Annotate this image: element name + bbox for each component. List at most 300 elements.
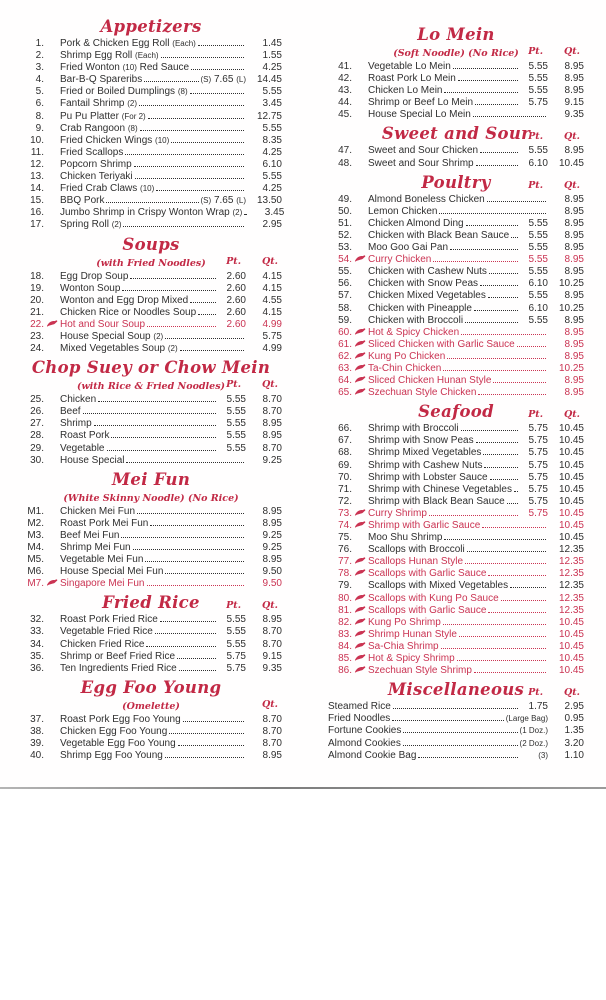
dotted-leader [484, 467, 518, 468]
item-name: Kung Po Chicken [368, 350, 446, 362]
section-subtitle: (White Skinny Noodle) (No Rice) [63, 492, 239, 504]
menu-item-row [328, 460, 584, 472]
section-subtitle-line [20, 491, 282, 504]
dotted-leader [83, 413, 216, 414]
item-name: Shrimp with Cashew Nuts [368, 459, 483, 471]
dotted-leader [473, 116, 546, 117]
dotted-leader [478, 394, 546, 395]
item-price-pint: 5.55 [528, 242, 548, 254]
section-title: Seafood [418, 402, 494, 422]
item-price-quart: 10.45 [558, 495, 584, 507]
item-price-pint: 5.75 [528, 435, 548, 447]
section-subtitle: (with Fried Noodles) [96, 257, 206, 269]
item-name: Kung Po Shrimp [368, 616, 441, 628]
item-number: 41. [338, 61, 352, 72]
menu-item-row [328, 544, 584, 556]
dotted-leader [171, 142, 244, 143]
item-number: 81. [338, 604, 352, 616]
item-name: Scallops with Mixed Vegetables [368, 580, 509, 592]
spicy-indicator [352, 641, 368, 653]
menu-item-row [328, 617, 584, 629]
spicy-indicator [352, 375, 368, 387]
item-number: 49. [338, 193, 352, 205]
item-name: Szechuan Style Shrimp [368, 665, 472, 677]
item-number: 30. [30, 454, 44, 466]
item-number: 65. [338, 387, 352, 399]
item-number: 59. [338, 314, 352, 326]
item-price-quart: 10.45 [558, 616, 584, 628]
item-number: 16. [30, 207, 44, 219]
item-number: 45. [338, 109, 352, 121]
item-price-pint: 5.55 [528, 85, 548, 97]
spicy-indicator [44, 578, 60, 590]
item-name: Ten Ingredients Fried Rice [60, 662, 177, 674]
item-price-quart: 8.95 [564, 254, 584, 266]
item-name: Popcorn Shrimp [60, 158, 132, 170]
chili-pepper-icon [354, 557, 366, 565]
section-header [328, 402, 584, 422]
item-price-quart: 4.99 [262, 343, 282, 355]
item-price-quart: 4.99 [262, 318, 282, 330]
item-price-quart: 8.95 [564, 290, 584, 302]
menu-item-row [20, 295, 282, 307]
item-price-quart: 8.95 [564, 85, 584, 97]
chili-pepper-icon [354, 594, 366, 602]
item-name: Pork & Chicken Egg Roll (Each) [60, 38, 196, 49]
dotted-leader [198, 45, 244, 46]
menu-item-row [328, 472, 584, 484]
dotted-leader [191, 69, 244, 70]
item-name: BBQ Pork [60, 195, 105, 207]
menu-item-row [328, 278, 584, 290]
menu-column-right [328, 0, 584, 763]
item-number: 71. [338, 483, 352, 495]
item-number: M4. [27, 542, 44, 553]
item-number: 40. [30, 750, 44, 762]
item-name: Shrimp [60, 418, 92, 430]
item-number: 14. [30, 183, 44, 195]
item-name: Fried Crab Claws (10) [60, 183, 155, 195]
menu-item-row [328, 447, 584, 459]
menu-item-row [20, 750, 282, 762]
item-price-quart: 8.95 [564, 326, 584, 338]
section-mei-fun [20, 470, 282, 591]
quart-column-header: Qt. [564, 179, 580, 191]
item-number: 44. [338, 97, 352, 109]
dotted-leader [156, 190, 244, 191]
item-number: 2. [35, 50, 44, 62]
item-number: 80. [338, 592, 352, 604]
item-price-quart: 8.95 [564, 375, 584, 387]
item-name: Hot & Spicy Chicken [368, 326, 460, 338]
section-fried-rice [20, 593, 282, 674]
item-number: 63. [338, 362, 352, 374]
item-price-quart: 8.70 [262, 626, 282, 638]
item-price-quart: 6.10 [262, 158, 282, 170]
item-number: 29. [30, 442, 44, 454]
item-name: Chicken Almond Ding [368, 217, 464, 229]
section-subtitle-line [20, 256, 282, 269]
item-price-quart: 10.45 [558, 435, 584, 447]
item-price-pint: 5.55 [528, 217, 548, 229]
section-title: Miscellaneous [387, 680, 525, 700]
dotted-leader [507, 503, 518, 504]
menu-item-row [20, 418, 282, 430]
menu-item-row [328, 85, 584, 97]
menu-item-row [328, 218, 584, 230]
dotted-leader [125, 154, 244, 155]
dotted-leader [106, 202, 198, 203]
item-price-quart: 8.35 [262, 134, 282, 146]
item-number: 64. [338, 375, 352, 387]
menu-item-row [20, 578, 282, 590]
item-name: Beef Mei Fun [60, 529, 120, 541]
menu-item-row [20, 283, 282, 295]
dotted-leader [466, 225, 518, 226]
item-name: Fried or Boiled Dumplings (8) [60, 86, 188, 98]
section-header [328, 173, 584, 193]
item-price-pint: 5.75 [528, 459, 548, 471]
item-price-pint [506, 713, 548, 725]
item-name: Moo Goo Gai Pan [368, 242, 449, 254]
menu-column-left [20, 0, 285, 763]
item-price-quart: 8.95 [564, 338, 584, 350]
dotted-leader [461, 430, 518, 431]
dotted-leader [137, 513, 244, 514]
item-number: 70. [338, 471, 352, 483]
item-name: Chicken with Broccoli [368, 314, 464, 326]
section-subtitle: (Omelette) [122, 700, 180, 712]
item-price-quart: 1.10 [564, 749, 584, 761]
item-name: Sweet and Sour Shrimp [368, 157, 474, 169]
spicy-indicator [352, 508, 368, 520]
section-title: Egg Foo Young [80, 677, 222, 697]
dotted-leader [480, 285, 518, 286]
dotted-leader [178, 745, 244, 746]
item-price-quart: 9.50 [262, 578, 282, 590]
item-name: Shrimp Mei Fun [60, 542, 131, 553]
menu-item-row [20, 443, 282, 455]
chili-pepper-icon [354, 328, 366, 336]
dotted-leader [134, 166, 244, 167]
item-name: Scallops with Broccoli [368, 544, 465, 556]
item-price-quart: 12.35 [558, 568, 584, 580]
spicy-indicator [352, 387, 368, 399]
menu-item-row [20, 195, 282, 207]
menu-item-row [328, 194, 584, 206]
item-price-quart: 5.75 [262, 330, 282, 342]
item-name: Chicken Fried Rice [60, 638, 145, 650]
menu-item-row [328, 725, 584, 737]
item-number: 86. [338, 665, 352, 677]
item-number: 32. [30, 614, 44, 626]
section-header [328, 680, 584, 700]
section-title: Sweet and Sour [381, 124, 531, 144]
item-name: Vegetable Egg Foo Young [60, 738, 176, 750]
item-price-quart: 4.25 [262, 146, 282, 158]
menu-item-row [20, 159, 282, 171]
item-name: Scallops with Garlic Sauce [368, 568, 487, 580]
item-price-pint: 5.55 [226, 614, 246, 626]
quart-column-header: Qt. [564, 409, 580, 421]
section-header [20, 593, 282, 613]
menu-item-row [20, 566, 282, 578]
item-price-pint: 5.55 [226, 442, 246, 454]
item-price-quart: 3.45 [262, 98, 282, 110]
dotted-leader [169, 733, 244, 734]
item-note: (8) [177, 87, 188, 97]
dotted-leader [160, 621, 216, 622]
dotted-leader [457, 660, 546, 661]
item-price-pint: 5.55 [226, 626, 246, 638]
item-name: Chicken Mei Fun [60, 505, 136, 517]
item-name: House Special Lo Mein [368, 109, 471, 121]
item-note: (2) [127, 99, 138, 109]
chili-pepper-icon [354, 364, 366, 372]
dotted-leader [165, 338, 244, 339]
item-note: (Each) [172, 39, 196, 48]
dotted-leader [474, 310, 518, 311]
dotted-leader [514, 491, 518, 492]
item-name: Shrimp Hunan Style [368, 628, 457, 640]
spicy-indicator [352, 351, 368, 363]
spicy-indicator [44, 319, 60, 331]
item-price-quart: 8.95 [564, 145, 584, 157]
item-price-quart: 10.45 [558, 653, 584, 665]
item-number: 57. [338, 290, 352, 302]
item-price-quart: 9.15 [564, 97, 584, 109]
item-number: 39. [30, 738, 44, 750]
item-name: Lemon Chicken [368, 205, 438, 217]
item-name: Steamed Rice [328, 701, 391, 713]
chili-pepper-icon [354, 376, 366, 384]
item-name: Vegetable Lo Mein [368, 61, 451, 72]
item-price-pint: 5.55 [226, 430, 246, 442]
item-price-pint: 5.55 [226, 418, 246, 430]
section-header [20, 358, 282, 378]
dotted-leader [392, 720, 503, 721]
item-price-pint: 5.55 [528, 145, 548, 157]
dotted-leader [444, 539, 546, 540]
item-number: 68. [338, 447, 352, 459]
dotted-leader [488, 575, 546, 576]
item-note: (8) [127, 123, 138, 133]
dotted-leader [244, 214, 246, 215]
spicy-indicator [352, 665, 368, 677]
dotted-leader [429, 515, 518, 516]
item-note: (2) [111, 220, 122, 230]
dotted-leader [490, 479, 518, 480]
item-price-quart: 8.95 [564, 242, 584, 254]
item-price-pint: 6.10 [528, 302, 548, 314]
section-title: Lo Mein [417, 25, 495, 44]
item-price-quart: 8.95 [262, 418, 282, 430]
spicy-indicator [352, 629, 368, 641]
chili-pepper-icon [354, 509, 366, 517]
item-number: 12. [30, 158, 44, 170]
menu-item-row [328, 580, 584, 592]
item-price-pint: 5.75 [226, 662, 246, 674]
menu-item-row [20, 86, 282, 98]
dotted-leader [107, 450, 217, 451]
menu-item-row [328, 158, 584, 170]
item-name: Fantail Shrimp (2) [60, 98, 138, 110]
item-name: Fortune Cookies [328, 725, 402, 737]
item-name: Chicken with Cashew Nuts [368, 266, 487, 278]
item-price-quart: 2.95 [564, 701, 584, 713]
menu-item-row [328, 375, 584, 387]
item-name: House Special [60, 454, 125, 466]
item-note: (Each) [135, 51, 159, 61]
item-name: Wonton and Egg Drop Mixed [60, 294, 189, 306]
item-price-pint: 5.75 [528, 423, 548, 435]
item-price-pint [520, 750, 548, 762]
chili-pepper-icon [354, 340, 366, 348]
item-name: Chicken [60, 394, 97, 406]
menu-item-row [328, 266, 584, 278]
item-number: 82. [338, 616, 352, 628]
dotted-leader [198, 314, 216, 315]
item-price-quart: 8.95 [564, 205, 584, 217]
item-price-quart: 5.55 [262, 86, 282, 98]
dotted-leader [144, 81, 198, 82]
item-number: 11. [30, 146, 44, 158]
dotted-leader [517, 346, 546, 347]
menu-item-row [20, 111, 282, 123]
chili-pepper-icon [354, 606, 366, 614]
dotted-leader [165, 757, 244, 758]
menu-item-row [328, 520, 584, 532]
section-title: Poultry [421, 172, 491, 192]
dotted-leader [461, 334, 546, 335]
dotted-leader [190, 302, 216, 303]
item-price-quart: 8.95 [564, 266, 584, 278]
item-price-quart: 10.45 [558, 423, 584, 435]
item-price-pint: 6.10 [528, 157, 548, 169]
item-name: Shrimp Egg Foo Young [60, 750, 163, 762]
dotted-leader [179, 670, 216, 671]
item-price-quart: 10.45 [558, 507, 584, 519]
section-header [20, 235, 282, 255]
item-name: Pu Pu Platter (For 2) [60, 110, 146, 122]
item-name: Curry Shrimp [368, 507, 427, 519]
menu-item-row [328, 496, 584, 508]
dotted-leader [458, 80, 518, 81]
item-price-pint: 2.60 [226, 282, 246, 294]
item-number: 5. [35, 86, 44, 98]
item-note: (10) [140, 184, 155, 194]
item-number: 34. [30, 638, 44, 650]
item-note: (10) [122, 63, 137, 73]
item-price-pint: 2.60 [226, 306, 246, 318]
item-price-quart: 10.45 [558, 157, 584, 169]
dotted-leader [443, 370, 546, 371]
menu-item-row [20, 307, 282, 319]
dotted-leader [465, 563, 546, 564]
dotted-leader [148, 118, 244, 119]
item-number: 27. [30, 418, 44, 430]
item-note: (3) [538, 750, 548, 760]
item-note: (2 Doz.) [519, 738, 548, 748]
menu-item-row [20, 639, 282, 651]
quart-column-header: Qt. [564, 131, 580, 143]
item-price-quart: 8.95 [262, 554, 282, 566]
section-soups [20, 235, 282, 356]
item-note: (10) [155, 135, 170, 145]
item-price-quart: 12.35 [558, 592, 584, 604]
item-name: Roast Pork Lo Mein [368, 73, 456, 85]
item-name: Vegetable Fried Rice [60, 626, 153, 638]
dotted-leader [433, 261, 518, 262]
section-lo-mein [328, 25, 584, 121]
dotted-leader [444, 92, 518, 93]
item-price-pint: 5.55 [528, 254, 548, 266]
menu-item-row [20, 542, 282, 554]
item-name: Shrimp with Lobster Sauce [368, 471, 488, 483]
item-number: 66. [338, 423, 352, 435]
section-subtitle: (with Rice & Fried Noodles) [76, 381, 226, 393]
menu-item-row [328, 254, 584, 266]
menu-item-row [328, 532, 584, 544]
item-price-quart: 8.95 [262, 430, 282, 442]
item-number: 21. [30, 306, 44, 318]
item-price-quart: 8.95 [564, 193, 584, 205]
menu-item-row [20, 50, 282, 62]
item-price-pint: 5.55 [226, 638, 246, 650]
item-number: 83. [338, 628, 352, 640]
item-number: 75. [338, 532, 352, 544]
item-price-pint: 5.75 [528, 495, 548, 507]
item-number: M3. [27, 529, 44, 541]
item-number: 52. [338, 229, 352, 241]
item-price-quart: 10.45 [558, 628, 584, 640]
chili-pepper-icon [46, 579, 58, 587]
item-price-quart: 10.25 [558, 278, 584, 290]
menu-item-row [20, 123, 282, 135]
item-price-pint: 5.55 [528, 290, 548, 302]
item-number: 22. [30, 318, 44, 330]
menu-item-row [20, 62, 282, 74]
dotted-leader [155, 633, 216, 634]
menu-item-row [328, 701, 584, 713]
item-number: 3. [35, 62, 44, 74]
item-price-quart: 12.35 [558, 580, 584, 592]
menu-item-row [20, 663, 282, 675]
item-number: 36. [30, 662, 44, 674]
item-price-quart: 8.95 [262, 517, 282, 529]
menu-item-row [328, 327, 584, 339]
item-price-quart: 10.45 [558, 532, 584, 544]
item-name: Almond Cookies [328, 737, 401, 749]
item-note: (2) [153, 331, 164, 341]
item-name: Shrimp with Snow Peas [368, 435, 474, 447]
quart-column-header: Qt. [564, 687, 580, 699]
menu-item-row [20, 530, 282, 542]
quart-column-header: Qt. [262, 255, 278, 267]
dotted-leader [177, 658, 216, 659]
menu-item-row [328, 738, 584, 750]
item-number: 9. [35, 122, 44, 134]
menu-item-row [20, 430, 282, 442]
item-number: 61. [338, 338, 352, 350]
menu-item-row [328, 423, 584, 435]
item-note: (S) [200, 75, 212, 85]
chili-pepper-icon [354, 352, 366, 360]
item-price-quart: 9.25 [262, 542, 282, 553]
dotted-leader [133, 549, 244, 550]
item-name: Chicken with Snow Peas [368, 278, 479, 290]
menu-item-row [20, 183, 282, 195]
